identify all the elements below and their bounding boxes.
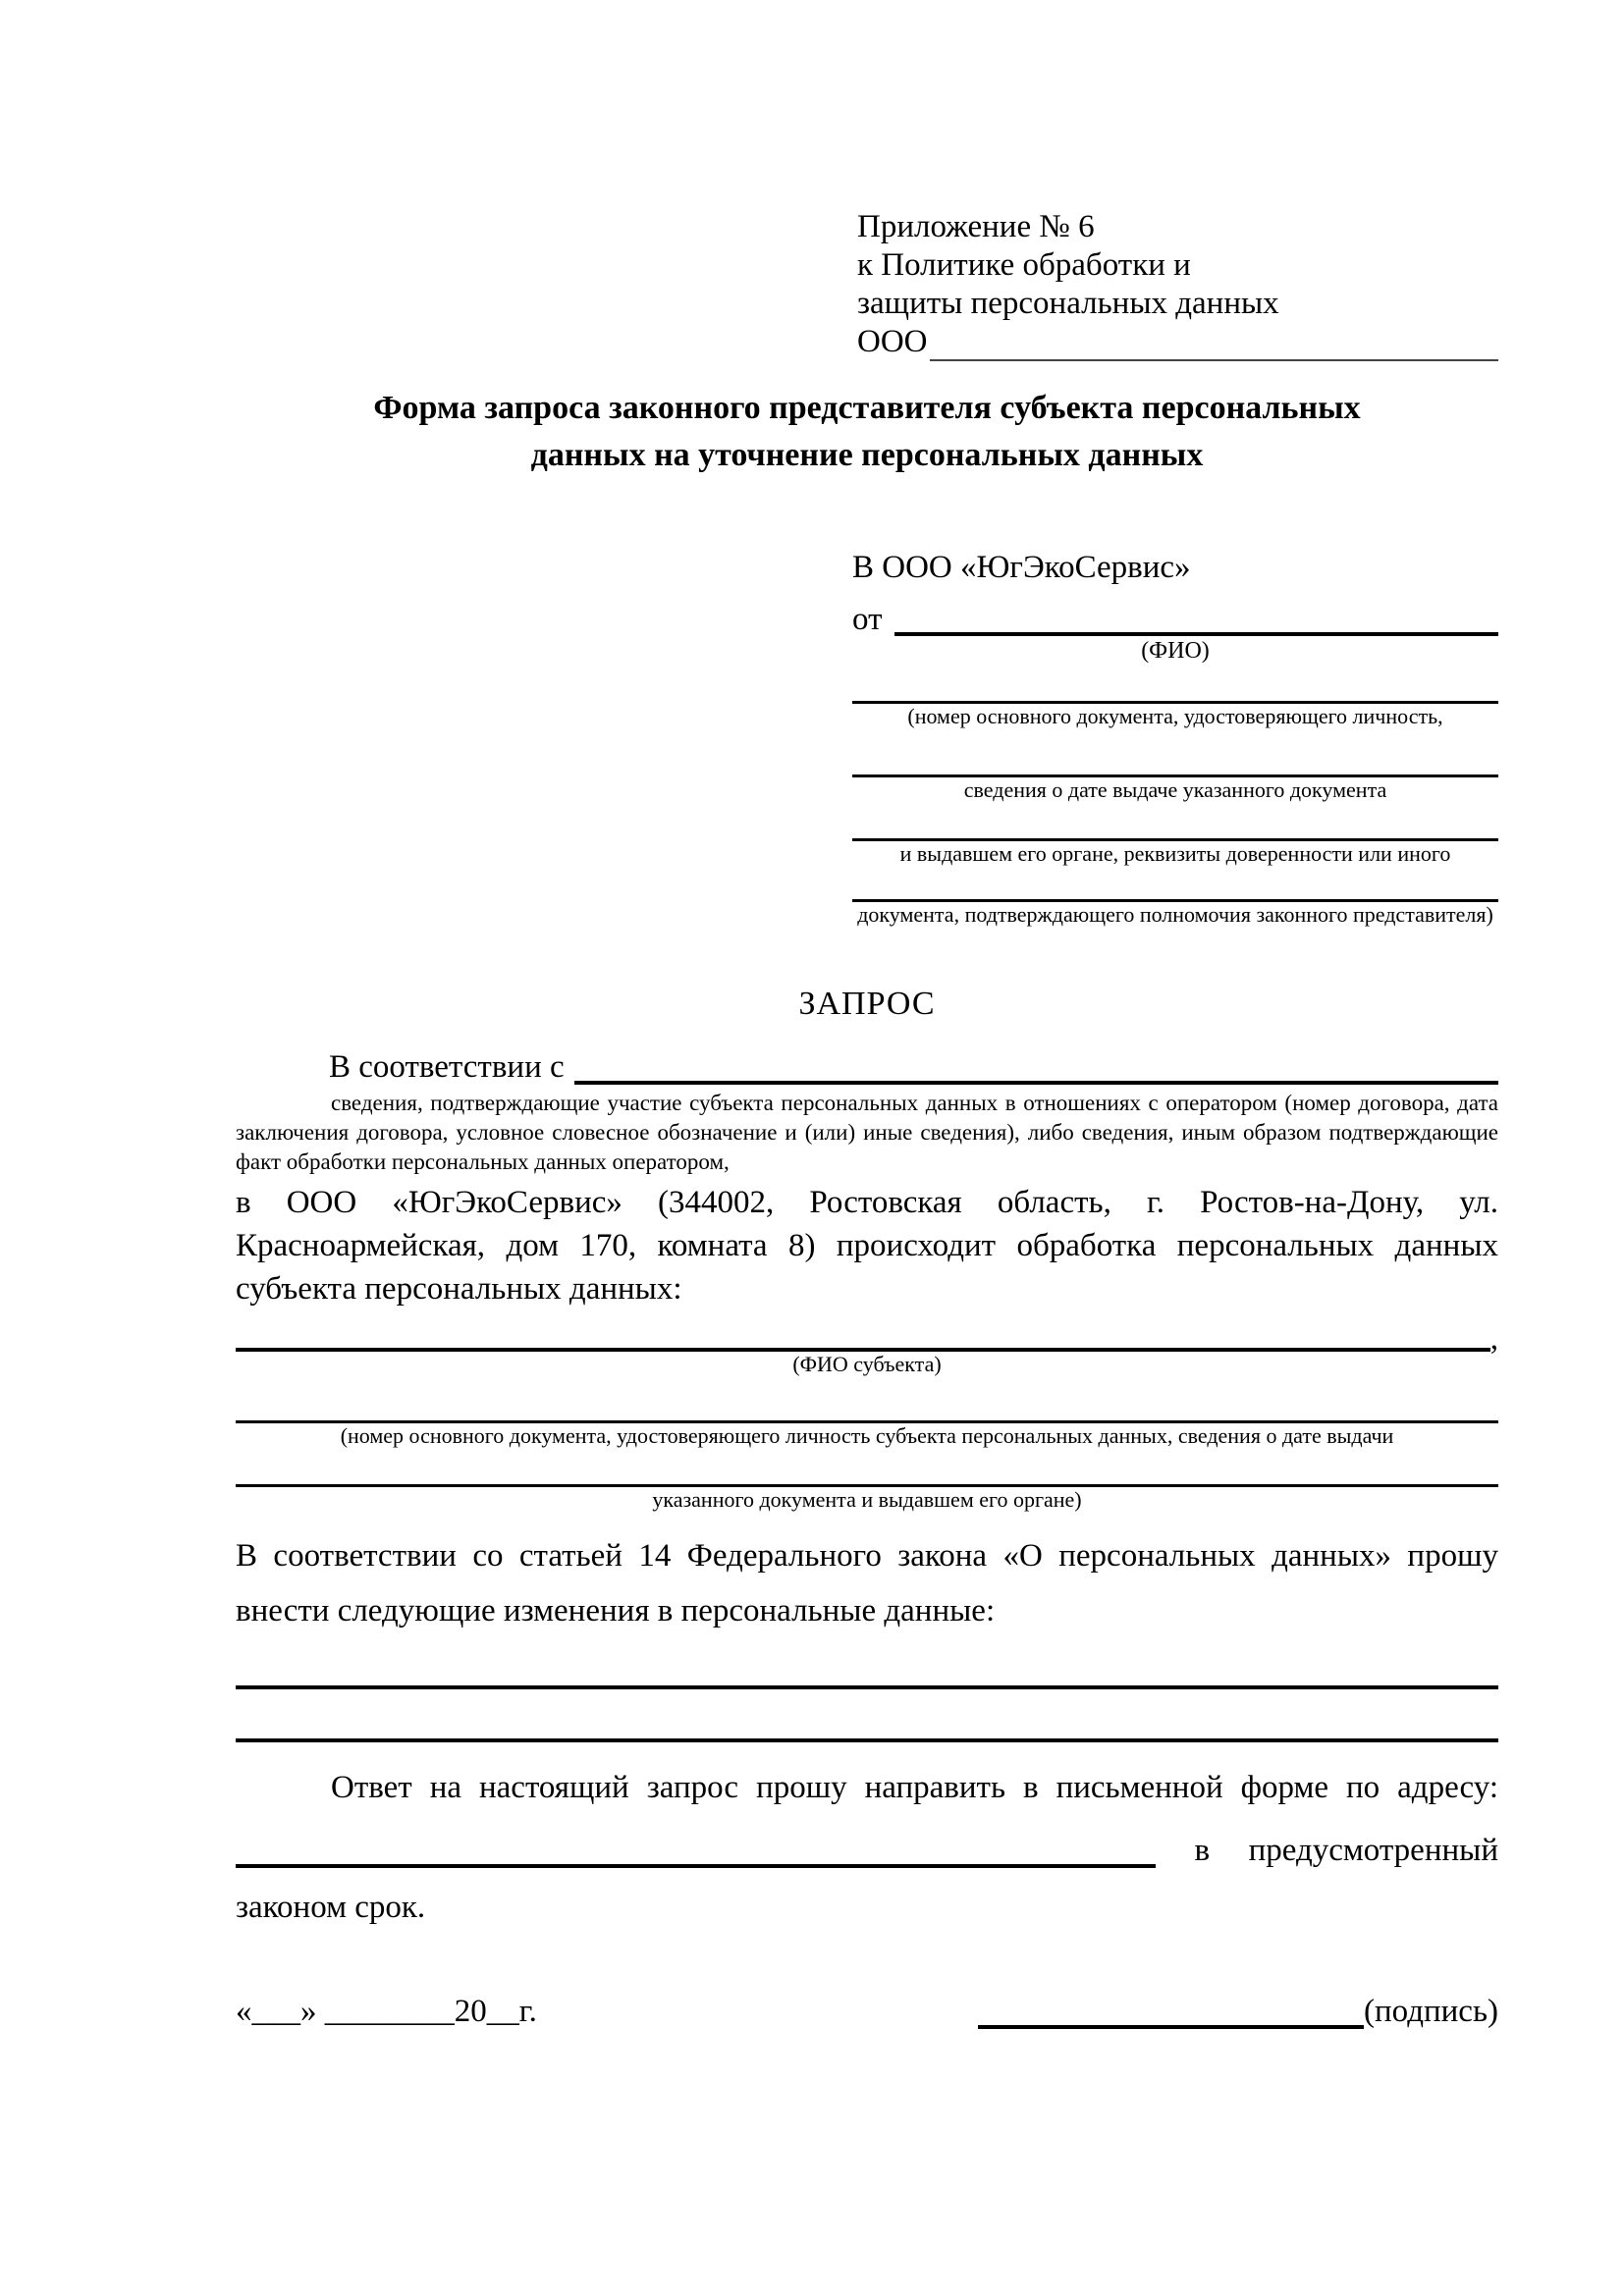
reply-address-row xyxy=(236,1819,1498,1868)
subject-fio-blank xyxy=(236,1314,1490,1352)
from-name-blank xyxy=(894,599,1499,636)
changes-blank-1 xyxy=(236,1638,1498,1689)
fio-caption: (ФИО) xyxy=(1141,638,1210,664)
signature-caption: (подпись) xyxy=(1364,1994,1498,2029)
trailing-comma: , xyxy=(1489,1321,1498,1357)
document-number-blank xyxy=(852,666,1498,704)
issuing-authority-blank xyxy=(852,803,1498,841)
form-title xyxy=(236,385,1498,479)
changes-blank-2 xyxy=(236,1689,1498,1742)
subject-doc-caption-1: (номер основного документа, удостоверяющего личность субъекта персональных данных, сведения о дате выдачи xyxy=(340,1423,1394,1448)
operator-paragraph: в ООО «ЮгЭкоСервис» (344002, Ростовская область, г. Ростов-на-Дону, ул. Красноармейская, дом 170, комната 8) происходит обработка персональных данных субъекта персональных данных: xyxy=(236,1185,1498,1307)
annex-note xyxy=(857,208,1498,361)
power-of-attorney-blank xyxy=(852,867,1498,902)
intro-row xyxy=(236,1041,1498,1085)
intro-footnote: сведения, подтверждающие участие субъекта персональных данных в отношениях с оператором (номер договора, дата заключения договора, условное словесное обозначение и (или) иные сведения), либо сведения, иным образом подтверждающие факт обработки персональных данных оператором, xyxy=(236,1091,1498,1174)
annex-line-1: Приложение № 6 xyxy=(857,209,1095,244)
subject-doc-blank-1 xyxy=(236,1377,1498,1423)
from-row xyxy=(852,597,1498,636)
basis-blank xyxy=(574,1045,1498,1085)
subject-fio-caption: (ФИО субъекта) xyxy=(792,1352,942,1376)
law-paragraph: В соответствии со статьей 14 Федерального закона «О персональных данных» прошу внести следующие изменения в персональные данные: xyxy=(236,1538,1498,1629)
date-field: «___» ________20__г. xyxy=(236,1994,537,2029)
intro-prefix: В соответствии с xyxy=(329,1049,565,1085)
footer-row xyxy=(236,1984,1498,2029)
reply-line3: законом срок. xyxy=(236,1890,426,1925)
signature-blank xyxy=(978,1994,1364,2029)
subject-doc-caption-2: указанного документа и выдавшем его органе) xyxy=(652,1487,1082,1512)
company-prefix: ООО xyxy=(857,324,928,359)
reply-word-predusmotrennyj: предусмотренный xyxy=(1248,1833,1498,1868)
addressee-company: В ООО «ЮгЭкоСервис» xyxy=(852,550,1191,585)
annex-line-3: защиты персональных данных xyxy=(857,286,1279,321)
annex-company-line xyxy=(857,323,1498,361)
company-name-blank xyxy=(930,330,1499,361)
reply-line1: Ответ на настоящий запрос прошу направить в письменной форме по адресу: xyxy=(331,1770,1498,1805)
addressee-block xyxy=(852,550,1498,928)
signature-area xyxy=(978,1994,1498,2029)
reply-word-v: в xyxy=(1194,1833,1211,1868)
subject-doc-blank-2 xyxy=(236,1449,1498,1487)
caption-issue-date: сведения о дате выдаче указанного документа xyxy=(963,777,1387,802)
caption-authority: и выдавшем его органе, реквизиты доверенности или иного xyxy=(899,841,1451,866)
caption-poa-document: документа, подтверждающего полномочия законного представителя) xyxy=(857,902,1493,927)
subject-fio-row xyxy=(236,1310,1498,1357)
from-label: от xyxy=(852,602,883,637)
caption-doc-number: (номер основного документа, удостоверяющего личность, xyxy=(907,704,1443,728)
annex-line-2: к Политике обработки и xyxy=(857,247,1191,283)
form-title-line1: Форма запроса законного представителя субъекта персональных xyxy=(373,390,1361,426)
form-title-line2: данных на уточнение персональных данных xyxy=(530,437,1204,473)
issue-date-blank xyxy=(852,729,1498,777)
address-blank xyxy=(236,1831,1156,1868)
request-heading: ЗАПРОС xyxy=(798,986,936,1022)
